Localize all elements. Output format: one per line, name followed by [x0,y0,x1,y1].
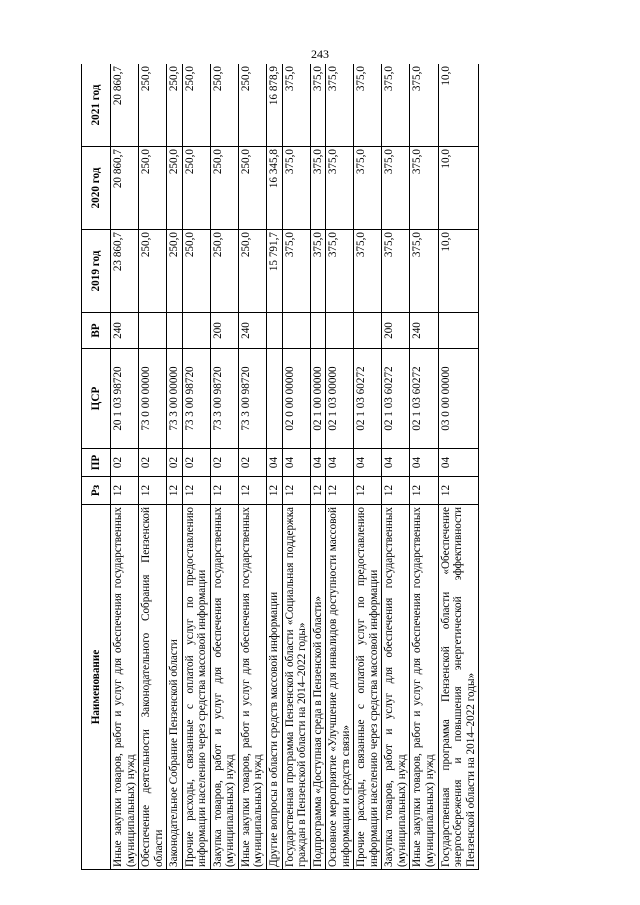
table-row [326,64,354,870]
cell-pr: 04 [326,449,354,477]
cell-rz: 12 [282,477,310,505]
cell-2019: 250,0 [139,230,167,313]
cell-vr [326,313,354,349]
cell-csr: 02 1 00 00000 [310,349,326,449]
cell-rz: 12 [111,477,139,505]
cell-vr: 200 [382,313,410,349]
cell-rz: 12 [326,477,354,505]
cell-2019: 375,0 [410,230,438,313]
cell-2021: 250,0 [139,64,167,147]
cell-name: Другие вопросы в области средств массовой информации [267,505,283,870]
cell-2020: 250,0 [182,147,210,230]
cell-rz: 12 [238,477,266,505]
cell-2021: 250,0 [182,64,210,147]
cell-pr: 04 [267,449,283,477]
cell-name: Иные закупки товаров, работ и услуг для обеспечения государственных (муниципальных) нужд [410,505,438,870]
cell-2020: 375,0 [326,147,354,230]
rotated-table-wrapper [81,64,584,870]
cell-vr [267,313,283,349]
cell-2019: 375,0 [282,230,310,313]
cell-pr: 04 [310,449,326,477]
cell-csr: 20 1 03 98720 [111,349,139,449]
cell-csr: 02 1 03 60272 [410,349,438,449]
cell-2020: 20 860,7 [111,147,139,230]
cell-2019: 250,0 [182,230,210,313]
cell-pr: 02 [139,449,167,477]
table-row [310,64,326,870]
cell-2019: 375,0 [354,230,382,313]
cell-2020: 250,0 [238,147,266,230]
column-header-2021: 2021 год [82,64,111,147]
cell-csr: 73 3 00 00000 [167,349,183,449]
cell-2021: 10,0 [438,64,479,147]
cell-pr: 02 [182,449,210,477]
cell-2021: 375,0 [382,64,410,147]
cell-2020: 250,0 [210,147,238,230]
table-row [182,64,210,870]
cell-2021: 16 878,9 [267,64,283,147]
cell-rz: 12 [382,477,410,505]
cell-rz: 12 [410,477,438,505]
cell-2019: 375,0 [382,230,410,313]
cell-vr [182,313,210,349]
cell-2021: 375,0 [326,64,354,147]
cell-name: Государственная программа Пензенской области «Социальная поддержка граждан в Пензенской области на 2014–2022 годы» [282,505,310,870]
cell-2021: 375,0 [282,64,310,147]
cell-2019: 375,0 [310,230,326,313]
cell-csr [267,349,283,449]
cell-name: Иные закупки товаров, работ и услуг для обеспечения государственных (муниципальных) нужд [111,505,139,870]
cell-pr: 04 [382,449,410,477]
cell-pr: 02 [111,449,139,477]
cell-csr: 03 0 00 00000 [438,349,479,449]
cell-csr: 02 1 03 00000 [326,349,354,449]
cell-2019: 250,0 [238,230,266,313]
cell-name: Основное мероприятие «Улучшение для инвалидов доступности массовой информации и средств связи» [326,505,354,870]
cell-vr [438,313,479,349]
cell-2021: 250,0 [167,64,183,147]
cell-rz: 12 [438,477,479,505]
cell-rz: 12 [210,477,238,505]
cell-pr: 04 [354,449,382,477]
cell-2020: 375,0 [354,147,382,230]
cell-vr [282,313,310,349]
budget-table [81,64,479,870]
cell-2020: 250,0 [167,147,183,230]
cell-2020: 375,0 [310,147,326,230]
cell-name: Закупка товаров, работ и услуг для обеспечения государственных (муниципальных) нужд [210,505,238,870]
cell-pr: 02 [238,449,266,477]
cell-2020: 10,0 [438,147,479,230]
column-header-vr: ВР [82,313,111,349]
cell-rz: 12 [354,477,382,505]
cell-2020: 375,0 [382,147,410,230]
cell-name: Иные закупки товаров, работ и услуг для обеспечения государственных (муниципальных) нужд [238,505,266,870]
table-row [238,64,266,870]
cell-2020: 375,0 [410,147,438,230]
cell-2021: 250,0 [210,64,238,147]
cell-2020: 16 345,8 [267,147,283,230]
cell-2019: 250,0 [167,230,183,313]
column-header-2020: 2020 год [82,147,111,230]
cell-vr: 200 [210,313,238,349]
cell-pr: 04 [410,449,438,477]
cell-vr [310,313,326,349]
cell-pr: 02 [167,449,183,477]
cell-csr: 73 3 00 98720 [210,349,238,449]
cell-name: Подпрограмма «Доступная среда в Пензенской области» [310,505,326,870]
cell-2021: 375,0 [354,64,382,147]
cell-2019: 250,0 [210,230,238,313]
cell-pr: 04 [438,449,479,477]
table-row [139,64,167,870]
cell-rz: 12 [167,477,183,505]
column-header-rz: Рз [82,477,111,505]
cell-vr: 240 [111,313,139,349]
cell-rz: 12 [139,477,167,505]
cell-name: Прочие расходы, связанные с оплатой услуг по предоставлению информации населению через средства массовой информации [182,505,210,870]
column-header-2019: 2019 год [82,230,111,313]
cell-vr: 240 [410,313,438,349]
cell-2020: 250,0 [139,147,167,230]
table-body [111,64,479,870]
cell-rz: 12 [182,477,210,505]
cell-rz: 12 [267,477,283,505]
cell-csr: 73 0 00 00000 [139,349,167,449]
cell-2019: 23 860,7 [111,230,139,313]
column-header-pr: ПР [82,449,111,477]
cell-rz: 12 [310,477,326,505]
cell-csr: 02 1 03 60272 [354,349,382,449]
table-row [111,64,139,870]
table-row [282,64,310,870]
cell-pr: 02 [210,449,238,477]
cell-2019: 10,0 [438,230,479,313]
table-row [382,64,410,870]
cell-vr [354,313,382,349]
cell-name: Закупка товаров, работ и услуг для обеспечения государственных (муниципальных) нужд [382,505,410,870]
table-row [410,64,438,870]
cell-name: Государственная программа Пензенской области «Обеспечение энергосбережения и повышения энергетической эффективности Пензенской области на 2014–2022 годы» [438,505,479,870]
cell-vr [139,313,167,349]
table-row [167,64,183,870]
cell-2019: 15 791,7 [267,230,283,313]
cell-pr: 04 [282,449,310,477]
cell-vr: 240 [238,313,266,349]
cell-name: Законодательное Собрание Пензенской области [167,505,183,870]
table-row [354,64,382,870]
rotated-table-area [81,64,584,870]
column-header-csr: ЦСР [82,349,111,449]
page-number: 243 [311,47,329,61]
table-row [438,64,479,870]
cell-csr: 02 1 03 60272 [382,349,410,449]
cell-vr [167,313,183,349]
cell-csr: 73 3 00 98720 [238,349,266,449]
cell-2019: 375,0 [326,230,354,313]
cell-csr: 73 3 00 98720 [182,349,210,449]
cell-csr: 02 0 00 00000 [282,349,310,449]
cell-name: Обеспечение деятельности Законодательного Собрания Пензенской области [139,505,167,870]
cell-name: Прочие расходы, связанные с оплатой услуг по предоставлению информации населению через средства массовой информации [354,505,382,870]
cell-2021: 20 860,7 [111,64,139,147]
table-row [210,64,238,870]
table-header-row [82,64,111,870]
table-row [267,64,283,870]
cell-2021: 375,0 [410,64,438,147]
cell-2020: 375,0 [282,147,310,230]
column-header-name: Наименование [82,505,111,870]
cell-2021: 250,0 [238,64,266,147]
cell-2021: 375,0 [310,64,326,147]
